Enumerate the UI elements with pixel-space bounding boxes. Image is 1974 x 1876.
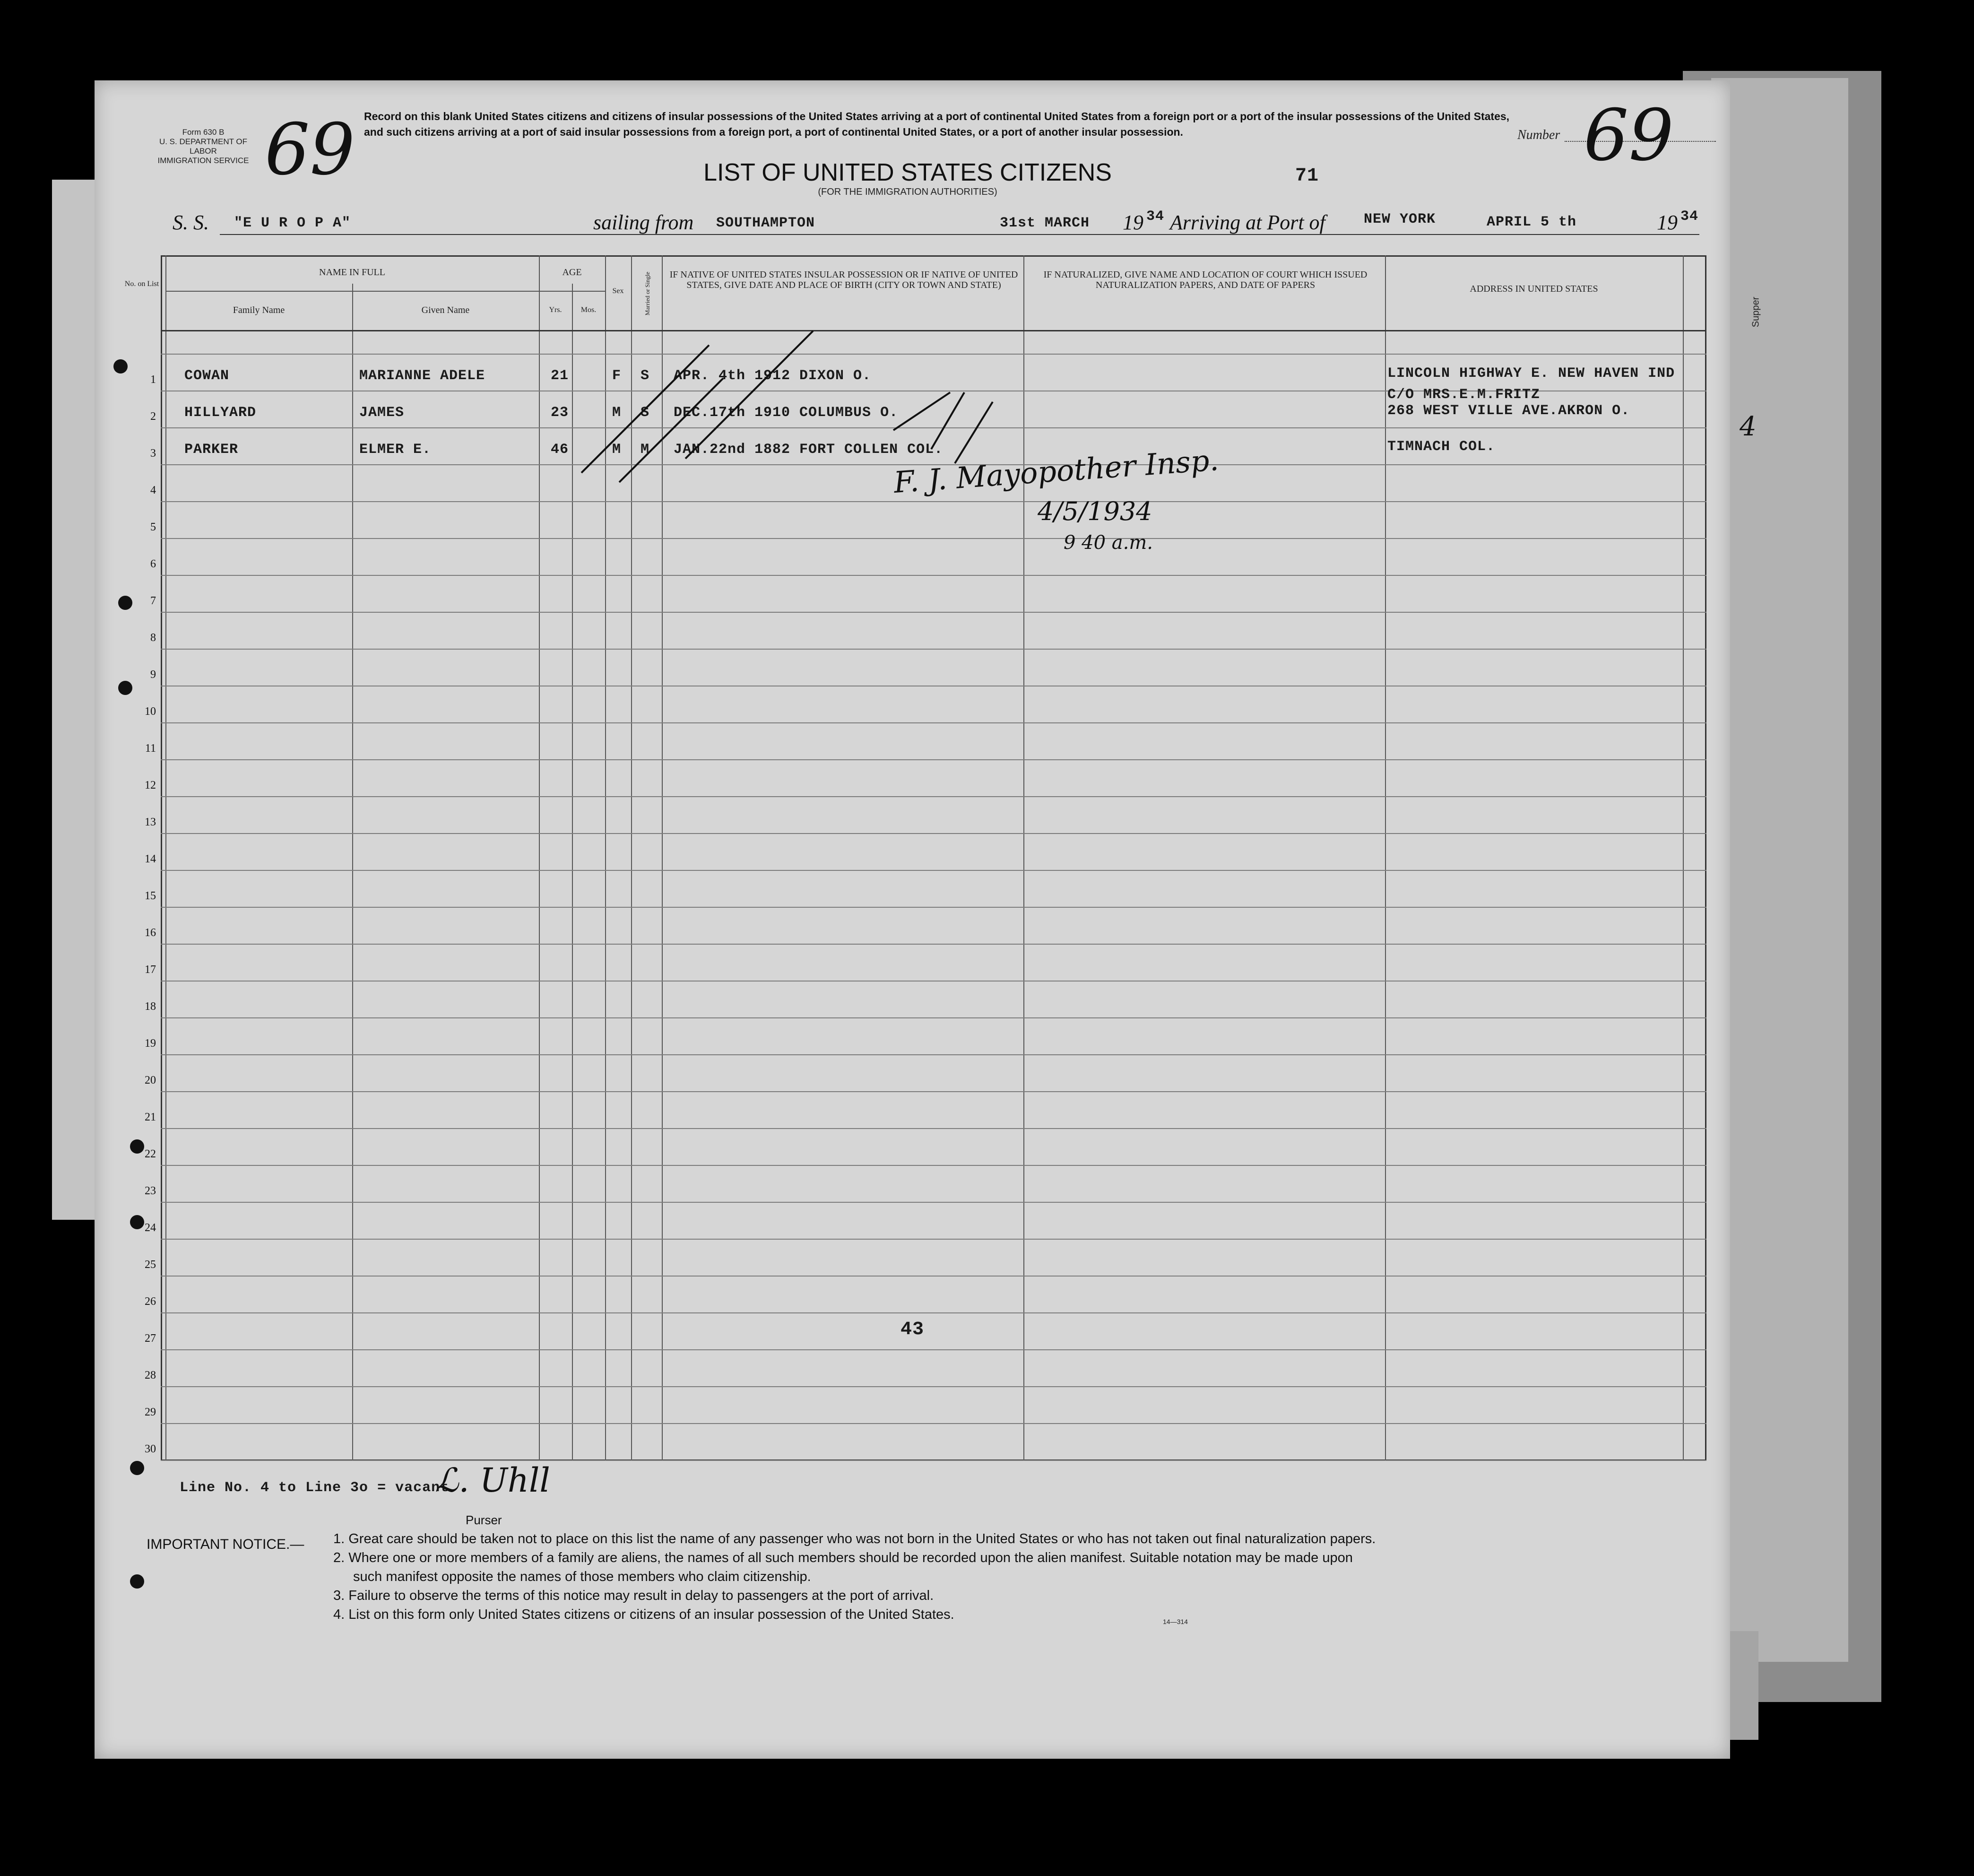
row-number: 14 [145, 853, 156, 865]
col-sep-1 [165, 255, 166, 1461]
punch-hole [130, 1574, 144, 1589]
purser-label: Purser [466, 1513, 502, 1527]
header-no-on-list: No. on List [124, 280, 159, 288]
passenger-given-name: MARIANNE ADELE [359, 368, 485, 384]
header-family-name: Family Name [233, 305, 285, 315]
corner-number-right: 69 [1584, 95, 1674, 177]
col-sep-9 [1385, 255, 1386, 1461]
form-title: LIST OF UNITED STATES CITIZENS [703, 159, 1112, 186]
row-line [161, 944, 1706, 945]
header-address: ADDRESS IN UNITED STATES [1470, 284, 1598, 294]
side-column-label: Supper [1750, 296, 1761, 328]
notice-item: such manifest opposite the names of those members who claim citizenship. [353, 1569, 811, 1584]
row-line [161, 1165, 1706, 1166]
inspector-signature: F. J. Mayopother Insp. [892, 443, 1220, 500]
row-number: 18 [145, 1000, 156, 1013]
passenger-sex: M [612, 442, 622, 458]
row-number: 5 [150, 521, 156, 533]
notice-item: 1. Great care should be taken not to place on this list the name of any passenger who was not born in the United States or who has not taken out final naturalization papers. [333, 1531, 1376, 1546]
arriving-port: NEW YORK [1364, 211, 1436, 227]
row-line [161, 870, 1706, 871]
row-number: 4 [150, 484, 156, 496]
row-number: 2 [150, 410, 156, 423]
arriving-label: Arriving at Port of [1170, 211, 1325, 234]
row-number: 6 [150, 558, 156, 570]
passenger-age: 23 [551, 405, 569, 421]
row-line [161, 722, 1706, 723]
arriving-year-prefix: 19 [1657, 211, 1678, 234]
sailing-year-prefix: 19 [1123, 211, 1143, 234]
row-number: 8 [150, 632, 156, 644]
passenger-family-name: COWAN [184, 368, 230, 384]
passenger-address: LINCOLN HIGHWAY E. NEW HAVEN IND [1387, 365, 1675, 382]
name-subheader-line [165, 291, 605, 292]
row-number: 13 [145, 816, 156, 828]
arriving-date: APRIL 5 th [1487, 214, 1577, 230]
row-number: 28 [145, 1369, 156, 1381]
row-number: 30 [145, 1443, 156, 1455]
col-sep-2 [352, 284, 353, 1461]
notice-item: 3. Failure to observe the terms of this notice may result in delay to passengers at the port of arrival. [333, 1588, 934, 1603]
notice-list [333, 1529, 1704, 1624]
corner-number-left: 69 [265, 109, 355, 191]
passenger-given-name: ELMER E. [359, 442, 432, 458]
row-line [161, 1091, 1706, 1092]
punch-hole [130, 1139, 144, 1154]
row-number: 12 [145, 779, 156, 791]
passenger-age: 46 [551, 442, 569, 458]
row-line [161, 1239, 1706, 1240]
punch-hole [130, 1461, 144, 1475]
passenger-given-name: JAMES [359, 405, 405, 421]
sailing-from: SOUTHAMPTON [716, 215, 815, 231]
check-stroke [955, 402, 993, 463]
row-number: 15 [145, 890, 156, 902]
header-name-in-full: NAME IN FULL [319, 267, 385, 278]
row-line [161, 1054, 1706, 1055]
row-line [161, 649, 1706, 650]
row-line [161, 501, 1706, 502]
purser-signature: ℒ. Uhll [435, 1461, 550, 1500]
row-number: 20 [145, 1074, 156, 1086]
notice-item: 4. List on this form only United States citizens or citizens of an insular possession of the United States. [333, 1607, 954, 1622]
row-number: 23 [145, 1185, 156, 1197]
row-number: 19 [145, 1037, 156, 1050]
department-name: U. S. DEPARTMENT OF LABOR [159, 137, 248, 156]
header-naturalized: IF NATURALIZED, GIVE NAME AND LOCATION OF COURT WHICH ISSUED NATURALIZATION PAPERS, AND DATE OF PAPERS [1043, 269, 1368, 290]
sailing-date: 31st MARCH [1000, 215, 1090, 231]
header-mos: Mos. [580, 306, 597, 314]
header-married: Married or Single [644, 271, 651, 316]
row-number: 16 [145, 927, 156, 939]
passenger-status: S [641, 405, 650, 421]
passenger-status: M [641, 442, 650, 458]
row-line [161, 907, 1706, 908]
header-native: IF NATIVE OF UNITED STATES INSULAR POSSESSION OR IF NATIVE OF UNITED STATES, GIVE DATE AND PLACE OF BIRTH (CITY OR TOWN AND STATE) [669, 269, 1018, 290]
row-line [161, 575, 1706, 576]
form-info [151, 128, 255, 165]
row-line [161, 1423, 1706, 1424]
passenger-family-name: PARKER [184, 442, 239, 458]
instructions-text: Record on this blank United States citizens and citizens of insular possessions of the United States arriving at a port of continental United States from a foreign port or a port of the insular possessions of the United States, and such citizens arriving at a port of said insular possessions from a foreign port, a port of continental United States, or a port of another insular possession. [364, 110, 1510, 138]
form-subtitle: (FOR THE IMMIGRATION AUTHORITIES) [818, 187, 997, 197]
header-age: AGE [562, 267, 582, 278]
row-number: 26 [145, 1295, 156, 1308]
row-number: 3 [150, 447, 156, 460]
background-sheet-2 [1711, 78, 1848, 1662]
row-line [161, 833, 1706, 834]
row-number: 7 [150, 595, 156, 607]
col-sep-10 [1683, 255, 1684, 1461]
row-number: 1 [150, 373, 156, 386]
row-line [161, 796, 1706, 797]
passenger-birth: DEC.17th 1910 COLUMBUS O. [674, 405, 899, 421]
row-number: 27 [145, 1332, 156, 1345]
passenger-age: 21 [551, 368, 569, 384]
passenger-address-line2: 268 WEST VILLE AVE.AKRON O. [1387, 403, 1630, 419]
passenger-address: C/O MRS.E.M.FRITZ [1387, 387, 1541, 403]
row-line [161, 1312, 1706, 1313]
row-line [161, 1386, 1706, 1387]
row-number: 25 [145, 1259, 156, 1271]
punch-hole [113, 359, 128, 373]
row-line [161, 1276, 1706, 1277]
passenger-family-name: HILLYARD [184, 405, 257, 421]
vacant-note: Line No. 4 to Line 3o = vacant [180, 1480, 450, 1496]
arriving-year: 34 [1680, 208, 1699, 225]
check-stroke [893, 392, 950, 430]
row-number: 24 [145, 1222, 156, 1234]
side-mark: 4 [1740, 411, 1757, 442]
row-number: 21 [145, 1111, 156, 1123]
notice-label: IMPORTANT NOTICE.— [147, 1537, 304, 1552]
passenger-sex: M [612, 405, 622, 421]
sheet-number: 71 [1295, 165, 1319, 187]
number-label: Number [1517, 128, 1560, 142]
row-line [161, 1202, 1706, 1203]
notice-item: 2. Where one or more members of a family are aliens, the names of all such members should be recorded upon the alien manifest. Suitable notation may be made upon [333, 1550, 1353, 1565]
row-number: 9 [150, 669, 156, 681]
manifest-page [95, 80, 1730, 1759]
passenger-sex: F [612, 368, 622, 384]
row-number: 11 [145, 742, 156, 755]
header-given-name: Given Name [421, 305, 470, 315]
row-line [161, 1017, 1706, 1018]
passenger-address: TIMNACH COL. [1387, 439, 1496, 455]
row-number: 22 [145, 1148, 156, 1160]
row-line [161, 1460, 1706, 1461]
punch-hole [118, 681, 132, 695]
row-number: 29 [145, 1406, 156, 1418]
header-sex: Sex [612, 287, 624, 295]
ship-label: S. S. [173, 211, 209, 234]
header-yrs: Yrs. [549, 306, 562, 314]
row-line [161, 538, 1706, 539]
voyage-underline [220, 234, 1699, 235]
passenger-birth: APR. 4th 1912 DIXON O. [674, 368, 872, 384]
service-name: IMMIGRATION SERVICE [157, 156, 249, 165]
sailing-year: 34 [1146, 208, 1165, 225]
row-line [161, 1349, 1706, 1350]
row-number: 17 [145, 964, 156, 976]
punch-hole [130, 1215, 144, 1229]
row-number: 10 [145, 705, 156, 718]
row-line [161, 1128, 1706, 1129]
inspector-time: 9 40 a.m. [1064, 532, 1153, 554]
sailing-label: sailing from [593, 211, 694, 234]
passenger-birth: JAN.22nd 1882 FORT COLLEN COL. [674, 442, 944, 458]
stamp-number: 43 [900, 1319, 925, 1340]
form-number: Form 630 B [182, 128, 225, 137]
passenger-status: S [641, 368, 650, 384]
row-line [161, 759, 1706, 760]
ship-name: "E U R O P A" [234, 215, 351, 231]
row-line [161, 612, 1706, 613]
inspector-date: 4/5/1934 [1038, 496, 1152, 526]
check-stroke [619, 378, 723, 482]
col-sep-3 [539, 255, 540, 1461]
print-code: 14—314 [1163, 1618, 1188, 1625]
punch-hole [118, 596, 132, 610]
